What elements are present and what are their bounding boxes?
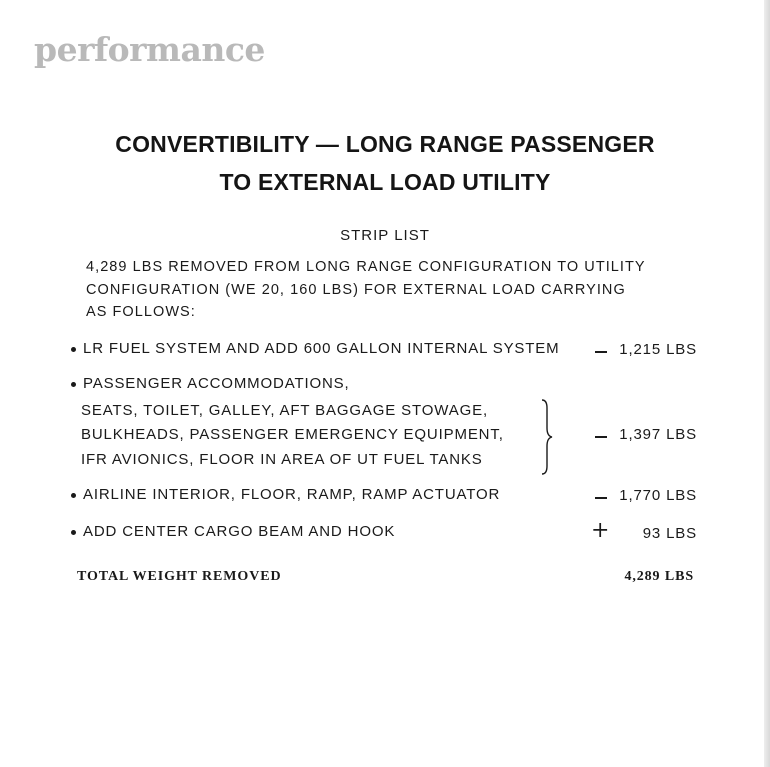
plus-icon: +	[591, 518, 610, 543]
item-text: IFR AVIONICS, FLOOR IN AREA OF UT FUEL TANKS	[81, 451, 483, 468]
total-value: 4,289 LBS	[624, 569, 694, 584]
total-label: TOTAL WEIGHT REMOVED	[77, 569, 282, 584]
item-weight: 93 LBS	[642, 525, 697, 542]
intro-line: CONFIGURATION (WE 20, 160 LBS) FOR EXTERNAL LOAD CARRYING	[86, 281, 626, 298]
item-text: ADD CENTER CARGO BEAM AND HOOK	[83, 523, 396, 540]
intro-line: 4,289 LBS REMOVED FROM LONG RANGE CONFIGURATION TO UTILITY	[86, 259, 646, 275]
item-weight: 1,397 LBS	[619, 426, 697, 443]
bullet-icon	[71, 347, 76, 352]
minus-icon	[595, 351, 607, 353]
item-text: SEATS, TOILET, GALLEY, AFT BAGGAGE STOWAGE,	[81, 402, 488, 419]
section-label: performance	[34, 30, 265, 69]
strip-list-heading: STRIP LIST	[340, 227, 430, 244]
bullet-icon	[71, 382, 76, 387]
bullet-icon	[71, 493, 76, 498]
page-edge	[764, 0, 770, 767]
minus-icon	[595, 436, 607, 438]
item-text: AIRLINE INTERIOR, FLOOR, RAMP, RAMP ACTUATOR	[83, 486, 501, 503]
item-text: LR FUEL SYSTEM AND ADD 600 GALLON INTERNAL SYSTEM	[83, 340, 560, 357]
minus-icon	[595, 497, 607, 499]
intro-paragraph	[86, 256, 706, 324]
item-text: BULKHEADS, PASSENGER EMERGENCY EQUIPMENT,	[81, 426, 504, 443]
item-weight: 1,215 LBS	[619, 341, 697, 358]
intro-line: AS FOLLOWS:	[86, 304, 196, 320]
brace-icon	[538, 398, 556, 476]
title-line-1: CONVERTIBILITY — LONG RANGE PASSENGER	[115, 131, 655, 157]
title-line-2: TO EXTERNAL LOAD UTILITY	[219, 169, 551, 195]
item-text: PASSENGER ACCOMMODATIONS,	[83, 375, 350, 392]
bullet-icon	[71, 530, 76, 535]
item-weight: 1,770 LBS	[619, 487, 697, 504]
